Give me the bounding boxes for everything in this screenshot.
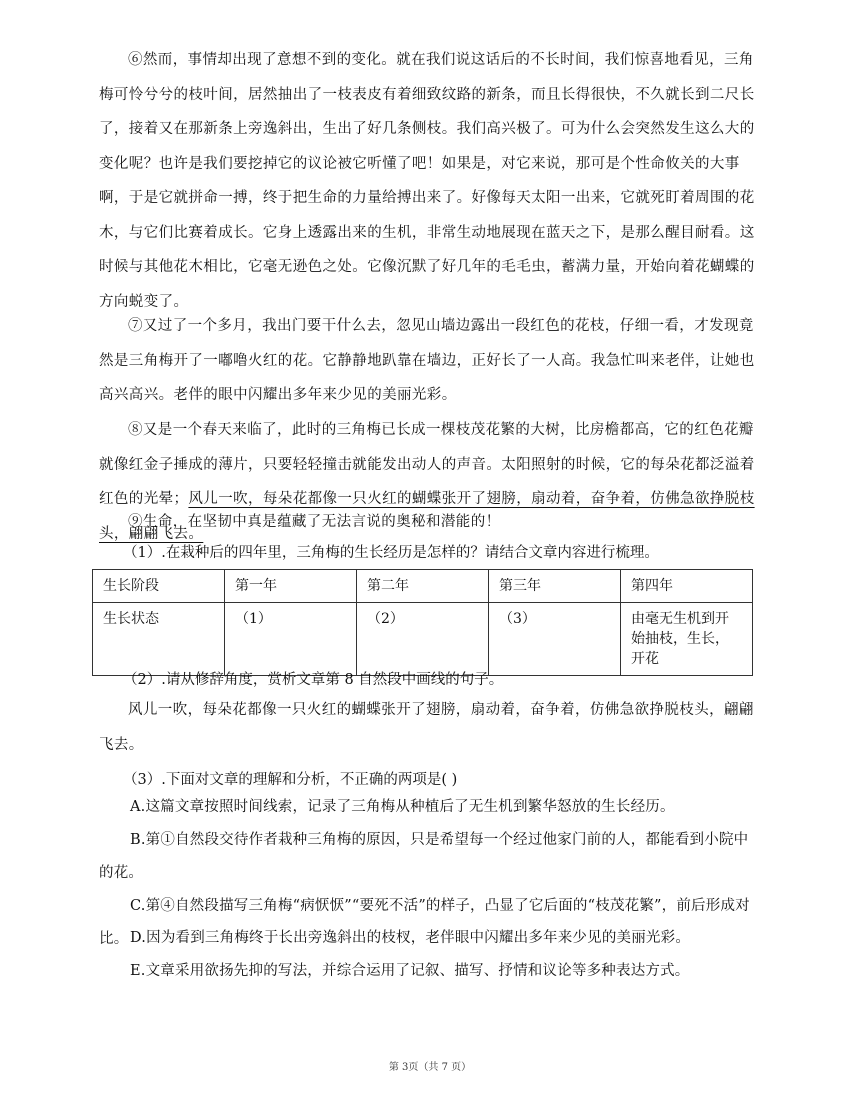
paragraph-7: ⑦又过了一个多月，我出门要干什么去，忽见山墙边露出一段红色的花枝，仔细一看，才发现竟然是三角梅开了一嘟噜火红的花。它静静地趴靠在墙边，正好长了一人高。我急忙叫来老伴，让她也高兴高兴。老伴的眼中闪耀出多年来少见的美丽光彩。 [99,318,755,403]
option-c: C.第④自然段描写三角梅“病恹恹”“要死不活”的样子，凸显了它后面的“枝茂花繁”，前后形成对比。 [99,898,750,947]
table-row [93,603,753,676]
underlined-sentence: 风儿一吹，每朵花都像一只火红的蝴蝶张开了翅膀，扇动着，奋争着，仿佛急欲挣脱枝头，翩翩飞去。 [99,491,755,542]
question-1: （1）.在栽种后的四年里，三角梅的生长经历是怎样的？请结合文章内容进行梳理。 [123,545,659,561]
table-cell: （1） [225,603,357,676]
paragraph-8-lead: ⑧又是一个春天来临了，此时的三角梅已长成一棵枝茂花繁的大树，比房檐都高，它的红色花瓣就像红金子捶成的薄片，只要轻轻撞击就能发出动人的声音。太阳照射的时候，它的每朵花都泛溢着红色的光晕； [99,422,755,507]
option-b: B.第①自然段交待作者栽种三角梅的原因，只是希望每一个经过他家门前的人，都能看到小院中的花。 [99,832,749,881]
table-header-cell: 生长阶段 [93,570,225,603]
paragraph-9: ⑨生命，在坚韧中真是蕴藏了无法言说的奥秘和潜能的！ [128,514,501,530]
page-footer: 第 3页（共 7 页） [388,1062,472,1073]
table-header-cell: 第四年 [621,570,753,603]
paragraph-6: ⑥然而，事情却出现了意想不到的变化。就在我们说这话后的不长时间，我们惊喜地看见，三角梅可怜兮兮的枝叶间，居然抽出了一枝表皮有着细致纹路的新条，而且长得很快，不久就长到二尺长了，接着又在那新条上旁逸斜出，生出了好几条侧枝。我们高兴极了。可为什么会突然发生这么大的变化呢？也许是我们要挖掉它的议论被它听懂了吧！如果是，对它来说，那可是个性命攸关的大事啊，于是它就拼命一搏，终于把生命的力量给搏出来了。好像每天太阳一出来，它就死盯着周围的花木，与它们比赛着成长。它身上透露出来的生机，非常生动地展现在蓝天之下，是那么醒目耐看。这时候与其他花木相比，它毫无逊色之处。它像沉默了好几年的毛毛虫，蓄满力量，开始向着花蝴蝶的方向蜕变了。 [99,52,755,310]
question-3: （3）.下面对文章的理解和分析，不正确的两项是( ) [123,772,458,788]
table-cell: 生长状态 [93,603,225,676]
table-header-cell: 第三年 [489,570,621,603]
option-a: A.这篇文章按照时间线索，记录了三角梅从种植后了无生机到繁华怒放的生长经历。 [130,799,675,815]
table-cell: （2） [357,603,489,676]
table-header-row [93,570,753,603]
table-header-cell: 第二年 [357,570,489,603]
table-header-cell: 第一年 [225,570,357,603]
option-e: E.文章采用欲扬先抑的写法，并综合运用了记叙、描写、抒情和议论等多种表达方式。 [130,963,690,979]
question-2-quote: 风儿一吹，每朵花都像一只火红的蝴蝶张开了翅膀，扇动着，奋争着，仿佛急欲挣脱枝头，翩翩飞去。 [99,702,754,753]
growth-table [92,569,753,676]
question-2: （2）.请从修辞角度，赏析文章第 8 自然段中画线的句子。 [123,672,504,688]
table-cell: 由毫无生机到开始抽枝，生长，开花 [621,603,753,676]
table-cell: （3） [489,603,621,676]
option-d: D.因为看到三角梅终于长出旁逸斜出的枝杈，老伴眼中闪耀出多年来少见的美丽光彩。 [130,930,691,946]
